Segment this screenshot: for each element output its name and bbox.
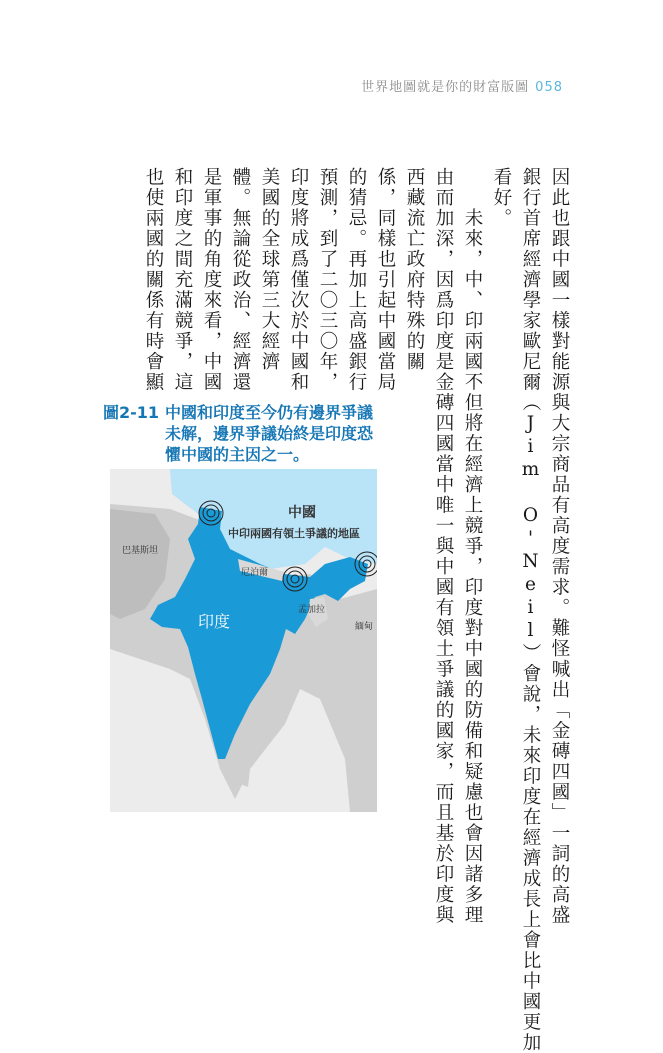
page-number: 058 [535,80,563,95]
caption-line-3: 懼中國的主因之一。 [165,445,310,464]
text-column-6: 西藏流亡政府特殊的關 [404,167,425,372]
text-column-5: 由而加深，因爲印度是金磚四國當中唯一與中國有領土爭議的國家，而且基於印度與 [433,167,454,926]
caption-line-1: 中國和印度至今仍有邊界爭議 [165,403,374,422]
caption-line-2: 未解，邊界爭議始終是印度恐 [165,424,374,443]
text-column-9: 預測，到了二〇三〇年， [317,167,338,393]
india-china-map [110,469,377,812]
text-column-14: 和印度之間充滿競爭，這 [172,167,193,393]
label-india: 印度 [198,612,231,631]
label-bangladesh: 孟加拉 [298,605,326,615]
map-svg [110,469,377,812]
text-column-15: 也使兩國的關係有時會顯 [143,167,164,393]
figure-number: 圖2-11 [103,403,160,422]
text-column-10: 印度將成爲僅次於中國和 [288,167,309,393]
label-myanmar: 緬甸 [355,622,374,632]
text-column-3: 看好。 [491,167,512,229]
running-header-title: 世界地圖就是你的財富版圖 [361,80,530,95]
text-column-2: 銀行首席經濟學家歐尼爾（Jim O'Neil）會說，未來印度在經濟成長上會比中國更加 [520,167,541,1053]
label-disputed-area: 中印兩國有領土爭議的地區 [228,527,360,540]
text-column-8: 的猜忌。再加上高盛銀行 [346,167,367,393]
text-column-11: 美國的全球第三大經濟 [259,167,280,372]
label-nepal: 尼泊爾 [241,568,269,578]
label-pakistan: 巴基斯坦 [122,546,159,556]
text-column-13: 是軍事的角度來看，中國 [201,167,222,393]
text-column-7: 係，同樣也引起中國當局 [375,167,396,393]
text-column-4: 未來，中、印兩國不但將在經濟上競爭，印度對中國的防備和疑慮也會因諸多理 [462,167,483,926]
text-column-12: 體。無論從政治、經濟還 [230,167,251,393]
text-column-1: 因此也跟中國一樣對能源與大宗商品有高度需求。難怪喊出「金磚四國」一詞的高盛 [549,167,570,926]
running-header [361,76,563,95]
label-china: 中國 [288,505,316,521]
figure-caption [103,402,373,465]
